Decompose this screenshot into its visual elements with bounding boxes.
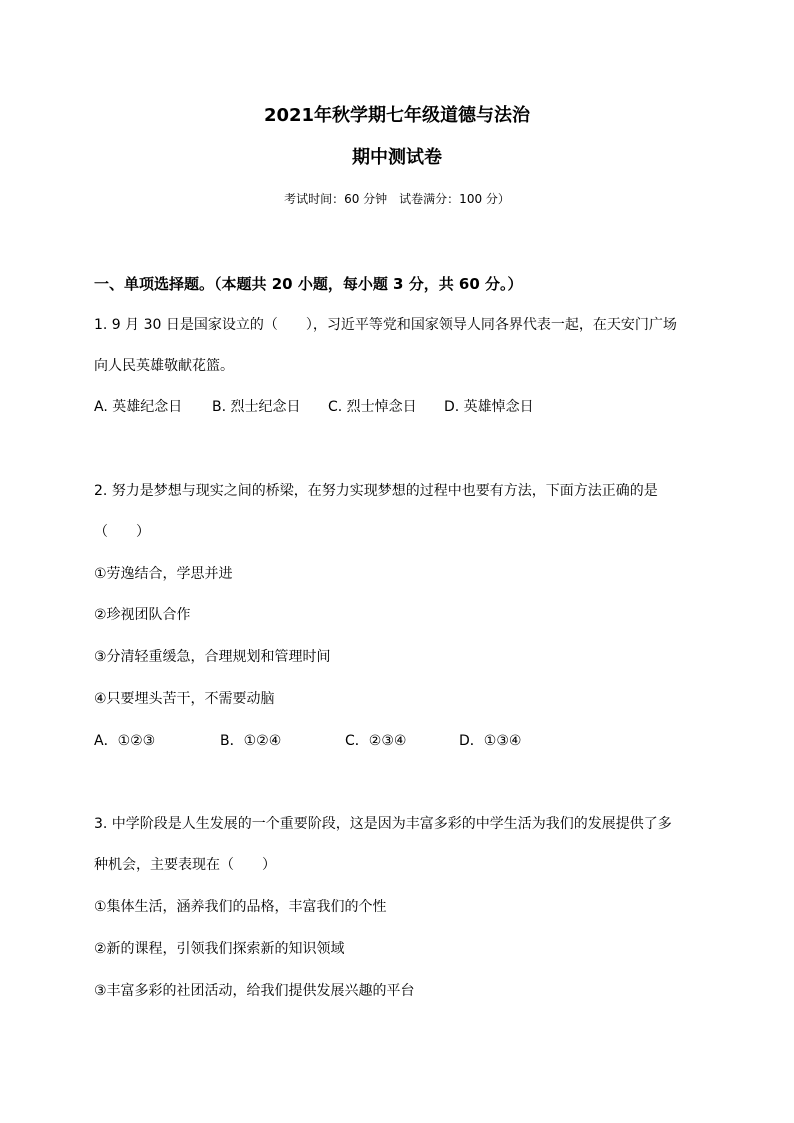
question-1-option-a: A. 英雄纪念日: [94, 399, 183, 415]
question-2-option-d: D．①③④: [459, 733, 522, 749]
question-2-stem-line-1: 2. 努力是梦想与现实之间的桥梁，在努力实现梦想的过程中也要有方法，下面方法正确的是: [94, 483, 658, 499]
question-1-stem-line-2: 向人民英雄敬献花篮。: [94, 358, 234, 374]
question-3-item-2: ②新的课程，引领我们探索新的知识领域: [94, 941, 345, 957]
question-3-stem-line-1: 3. 中学阶段是人生发展的一个重要阶段，这是因为丰富多彩的中学生活为我们的发展提供了多: [94, 816, 672, 832]
exam-info: 考试时间：60 分钟 试卷满分：100 分）: [284, 192, 510, 206]
question-2-item-2: ②珍视团队合作: [94, 607, 191, 623]
question-2-option-c: C．②③④: [345, 733, 407, 749]
question-2-item-1: ①劳逸结合，学思并进: [94, 566, 233, 582]
question-2-option-a: A．①②③: [94, 733, 156, 749]
question-1-options: [94, 397, 534, 417]
question-2-option-b: B．①②④: [220, 733, 282, 749]
question-3-item-3: ③丰富多彩的社团活动，给我们提供发展兴趣的平台: [94, 983, 415, 999]
question-1-stem-line-1: 1. 9 月 30 日是国家设立的（ ），习近平等党和国家领导人同各界代表一起，在天安门广场: [94, 317, 677, 333]
exam-title: 2021年秋学期七年级道德与法治: [263, 105, 531, 126]
question-2-options: [94, 731, 521, 751]
question-1-option-b: B. 烈士纪念日: [212, 399, 301, 415]
question-2-item-4: ④只要埋头苦干，不需要动脑: [94, 691, 275, 707]
question-1-option-c: C. 烈士悼念日: [328, 399, 417, 415]
question-3-item-1: ①集体生活，涵养我们的品格，丰富我们的个性: [94, 899, 387, 915]
question-2-stem-line-2: （ ）: [94, 524, 150, 540]
question-1-option-d: D. 英雄悼念日: [444, 399, 534, 415]
question-3-stem-line-2: 种机会，主要表现在（ ）: [94, 857, 276, 873]
exam-subtitle: 期中测试卷: [352, 147, 442, 168]
section-heading: 一、单项选择题。（本题共 20 小题，每小题 3 分，共 60 分。）: [94, 275, 523, 293]
question-2-item-3: ③分清轻重缓急，合理规划和管理时间: [94, 649, 331, 665]
